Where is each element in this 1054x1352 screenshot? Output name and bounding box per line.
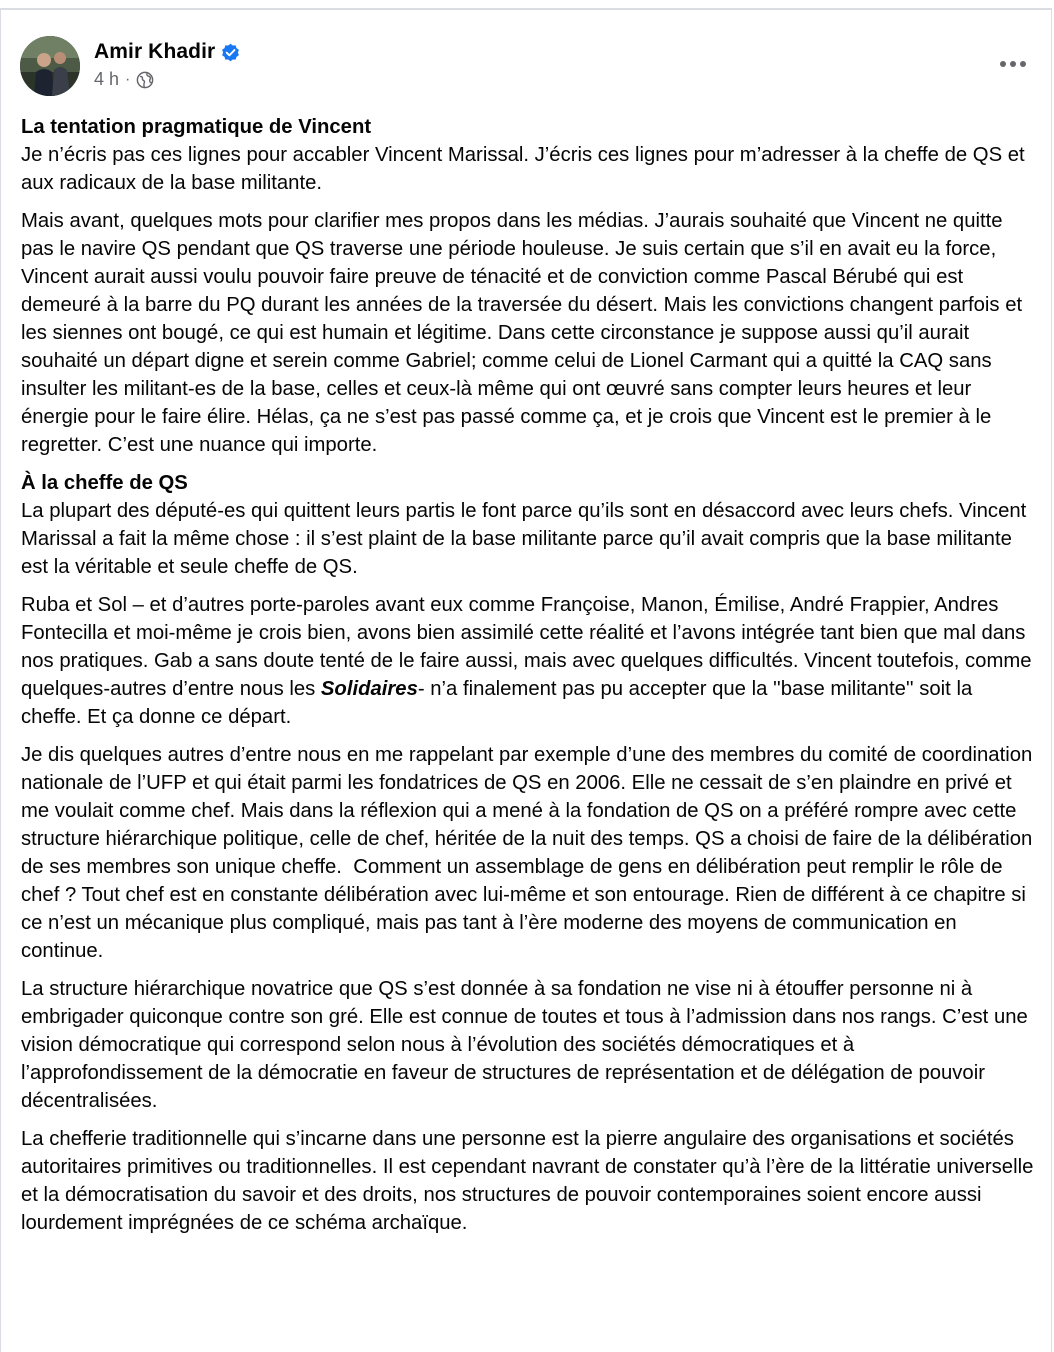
post-card [0,8,1052,1352]
emphasis-text: Solidaires [320,678,418,700]
more-options-icon [999,60,1027,68]
post-timestamp[interactable]: 4 h [94,69,120,89]
paragraph-intro [21,113,1037,197]
paragraph-section [21,469,1037,581]
post-text [21,113,1037,1247]
avatar-photo-icon [20,36,80,96]
paragraph: Je dis quelques autres d’entre nous en me rappelant par exemple d’une des membres du comité de coordination nationale de l’UFP et qui était parmi les fondatrices de QS en 2006. Elle ne cessait de s’en plaindre en privé et me voulait comme chef. Mais dans la réflexion qui a mené à la fondation de QS on a préféré rompre avec cette structure hiérarchique politique, celle de chef, héritée de la nuit des temps. QS a choisi de faire de la délibération de ses membres son unique cheffe. Comment un assemblage de gens en délibération peut remplir le rôle de chef ? Tout chef est en constante délibération avec lui-même et son entourage. Rien de différent à ce chapitre si ce n’est un mécanique plus compliqué, mais pas tant à l’ère moderne des moyens de communication en continue. [21,744,1038,962]
paragraph [21,591,1037,731]
verified-badge-icon [221,43,240,62]
paragraph-text: La plupart des député-es qui quittent leurs partis le font parce qu’ils sont en désaccord avec leurs chefs. Vincent Marissal a fait la même chose : il s’est plaint de la base militante parce qu’il avait compris que la base militante est la véritable et seule cheffe de QS. [21,500,1032,578]
section-heading: À la cheffe de QS [21,472,188,494]
post-meta [94,69,240,90]
paragraph-text: Je n’écris pas ces lignes pour accabler Vincent Marissal. J’écris ces lignes pour m’adresser à la cheffe de QS et aux radicaux de la base militante. [21,144,1031,194]
more-options-button[interactable] [995,46,1031,82]
paragraph-text: Ruba et Sol – et d’autres porte-paroles avant eux comme Françoise, Manon, Émilise, André Frappier, Andres Fontecilla et moi-même je crois bien, avons bien assimilé cette réalité et l’avons intégrée tant bien que mal dans nos pratiques. Gab a sans doute tenté de le faire aussi, mais avec quelques difficultés. Vincent toutefois, comme quelques-autres d’entre nous les [21,594,1038,700]
post-header [20,36,1031,98]
globe-icon[interactable] [136,71,154,89]
author-block [94,38,240,90]
author-name[interactable]: Amir Khadir [94,40,216,63]
post-title: La tentation pragmatique de Vincent [21,116,372,138]
paragraph: Mais avant, quelques mots pour clarifier mes propos dans les médias. J’aurais souhaité que Vincent ne quitte pas le navire QS pendant que QS traverse une période houleuse. Je suis certain que s’il en avait eu la force, Vincent aurait aussi voulu pouvoir faire preuve de ténacité et de conviction comme Pascal Bérubé qui est demeuré à la barre du PQ durant les années de la traversée du désert. Mais les convictions changent parfois et les siennes ont bougé, ce qui est humain et légitime. Dans cette circonstance je suppose aussi qu’il aurait souhaité un départ digne et serein comme Gabriel; comme celui de Lionel Carmant qui a quitté la CAQ sans insulter les militant-es de la base, celles et ceux-là même qui ont œuvré sans compter leurs heures et leur énergie pour le faire élire. Hélas, ça ne s’est pas passé comme ça, et je crois que Vincent est le premier à le regretter. C’est une nuance qui importe. [21,210,1028,456]
paragraph: La chefferie traditionnelle qui s’incarne dans une personne est la pierre angulaire des organisations et sociétés autoritaires primitives ou traditionnelles. Il est cependant navrant de constater qu’à l’ère de la littératie universelle et la démocratisation du savoir et des droits, nos structures de pouvoir contemporaines soient encore aussi lourdement imprégnées de ce schéma archaïque. [21,1128,1039,1234]
paragraph-text: - n’a finalement pas pu accepter que la ''base militante'' soit la cheffe. Et ça donne ce départ. [21,678,978,728]
avatar[interactable] [20,36,80,96]
meta-separator: · [125,70,131,88]
paragraph: La structure hiérarchique novatrice que QS s’est donnée à sa fondation ne vise ni à étouffer personne ni à embrigader quiconque contre son gré. Elle est connue de toutes et tous à l’admission dans nos rangs. C’est une vision démocratique qui correspond selon nous à l’évolution des sociétés démocratiques et à l’approfondissement de la démocratie en faveur de structures de représentation et de délégation de pouvoir décentralisées. [21,978,1034,1112]
author-row [94,38,240,66]
